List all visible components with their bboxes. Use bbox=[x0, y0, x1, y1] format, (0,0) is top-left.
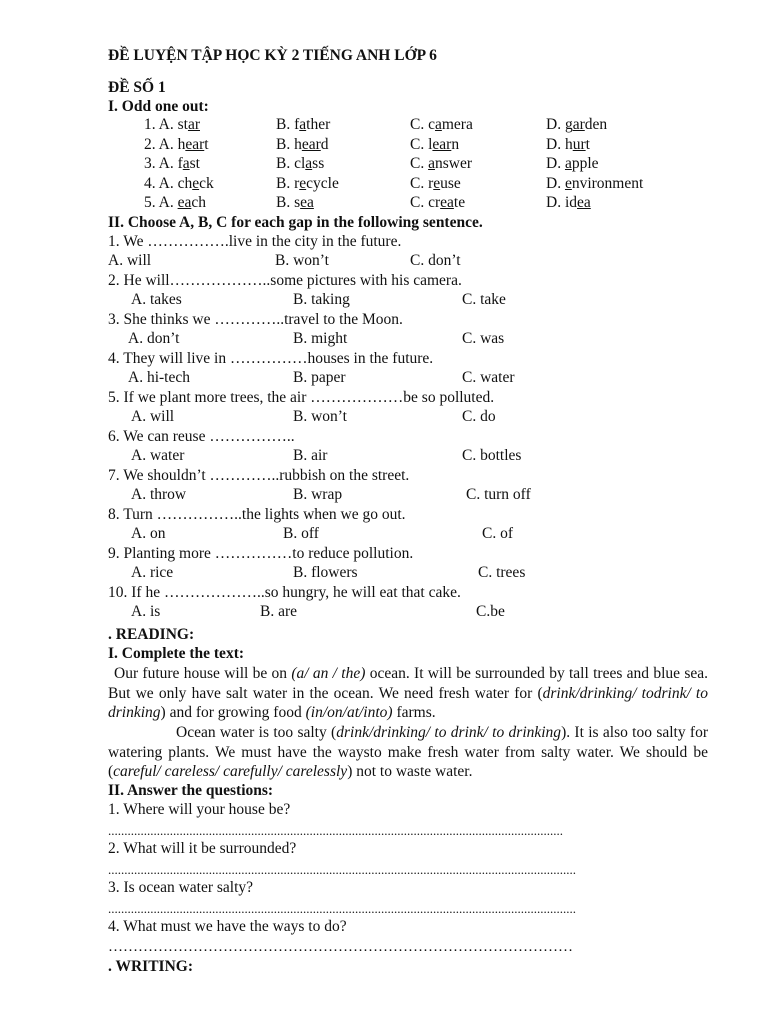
reading-paragraph-2 bbox=[108, 723, 708, 782]
question-4-option-c[interactable]: C. water bbox=[462, 369, 515, 386]
option-pre-text: C. r bbox=[410, 175, 434, 192]
odd-one-out-option-5-a bbox=[144, 194, 206, 212]
p1-option-3: (in/on/at/into) bbox=[305, 704, 393, 721]
option-pre-text: 4. A. ch bbox=[144, 175, 193, 192]
question-1-option-b[interactable]: B. won’t bbox=[275, 252, 329, 269]
option-pre-text: 5. A. bbox=[144, 194, 178, 211]
odd-one-out-option-3-a bbox=[144, 155, 200, 173]
option-pre-text: D. h bbox=[546, 136, 573, 153]
option-pre-text: D. bbox=[546, 175, 565, 192]
question-5-option-b[interactable]: B. won’t bbox=[293, 408, 347, 425]
question-8-option-a[interactable]: A. on bbox=[131, 525, 166, 542]
p1-text-3: ) and for growing food bbox=[160, 704, 306, 721]
option-mid-text: ear bbox=[185, 136, 205, 153]
writing-heading: . WRITING: bbox=[108, 958, 193, 975]
question-3: 3. She thinks we …………..travel to the Moon. bbox=[108, 311, 403, 328]
odd-one-out-option-4-c bbox=[410, 175, 461, 193]
question-4: 4. They will live in ……………houses in the future. bbox=[108, 350, 434, 367]
question-7: 7. We shouldn’t …………..rubbish on the street. bbox=[108, 467, 410, 484]
option-post-text: nvironment bbox=[571, 175, 644, 192]
reading-paragraph-1 bbox=[108, 664, 708, 723]
option-pre-text: C. c bbox=[410, 116, 435, 133]
p1-text-4: farms. bbox=[392, 704, 436, 721]
question-7-option-a[interactable]: A. throw bbox=[131, 486, 187, 503]
option-pre-text: 3. A. f bbox=[144, 155, 183, 172]
option-pre-text: C. cr bbox=[410, 194, 441, 211]
answer-question-4: 4. What must we have the ways to do? bbox=[108, 918, 347, 935]
option-post-text: cycle bbox=[306, 175, 339, 192]
option-mid-text: ea bbox=[440, 194, 454, 211]
p2-text-2: ). It is also too salty for watering plants. We must have the waysto make fresh water from salty water. We should be ( bbox=[108, 724, 708, 780]
odd-one-out-option-4-a bbox=[144, 175, 214, 193]
option-pre-text: B. r bbox=[276, 175, 300, 192]
section2-heading: II. Choose A, B, C for each gap in the following sentence. bbox=[108, 214, 483, 231]
odd-one-out-option-2-d bbox=[546, 136, 590, 154]
question-2-option-b[interactable]: B. taking bbox=[293, 291, 350, 308]
question-7-option-c[interactable]: C. turn off bbox=[466, 486, 531, 503]
question-9-option-b[interactable]: B. flowers bbox=[293, 564, 358, 581]
answer-question-1: 1. Where will your house be? bbox=[108, 801, 291, 818]
answer-line-2[interactable]: ................................................................................................................................................ bbox=[108, 862, 576, 877]
option-pre-text: D. g bbox=[546, 116, 573, 133]
option-pre-text: B. h bbox=[276, 136, 302, 153]
option-post-text: d bbox=[320, 136, 329, 153]
option-mid-text: ear bbox=[301, 136, 321, 153]
option-post-text: nswer bbox=[434, 155, 473, 172]
option-mid-text: a bbox=[305, 155, 313, 172]
answer-line-4[interactable]: ………………………………………………………………………………… bbox=[108, 939, 573, 955]
option-mid-text: ur bbox=[572, 136, 586, 153]
question-9-option-c[interactable]: C. trees bbox=[478, 564, 526, 581]
option-pre-text: B. f bbox=[276, 116, 300, 133]
option-post-text: ck bbox=[199, 175, 214, 192]
question-1-option-c[interactable]: C. don’t bbox=[410, 252, 461, 269]
odd-one-out-option-5-c bbox=[410, 194, 465, 212]
question-2: 2. He will………………..some pictures with his camera. bbox=[108, 272, 462, 289]
complete-text-heading: I. Complete the text: bbox=[108, 645, 245, 662]
option-post-text: ss bbox=[312, 155, 325, 172]
question-4-option-a[interactable]: A. hi-tech bbox=[128, 369, 190, 386]
p1-text-2: ocean. It will be surrounded by tall trees and blue sea. But we only have salt water in the ocean. We need fresh water for ( bbox=[108, 665, 709, 702]
question-3-option-c[interactable]: C. was bbox=[462, 330, 505, 347]
question-2-option-a[interactable]: A. takes bbox=[131, 291, 182, 308]
p1-option-2: drink/drinking/ todrink/ to drinking bbox=[108, 684, 708, 721]
odd-one-out-option-2-c bbox=[410, 136, 459, 154]
option-pre-text: 2. A. h bbox=[144, 136, 186, 153]
question-1-option-a[interactable]: A. will bbox=[108, 252, 152, 269]
option-pre-text: D. id bbox=[546, 194, 577, 211]
answer-line-3[interactable]: ................................................................................................................................................ bbox=[108, 901, 576, 916]
question-5-option-c[interactable]: C. do bbox=[462, 408, 496, 425]
odd-one-out-option-3-b bbox=[276, 155, 324, 173]
question-4-option-b[interactable]: B. paper bbox=[293, 369, 346, 386]
option-post-text: n bbox=[451, 136, 460, 153]
p1-text-1: Our future house will be on bbox=[114, 665, 292, 682]
question-5: 5. If we plant more trees, the air ………………be so polluted. bbox=[108, 389, 495, 406]
option-post-text: t bbox=[204, 136, 209, 153]
option-post-text: ther bbox=[306, 116, 331, 133]
odd-one-out-option-4-d bbox=[546, 175, 643, 193]
p2-text-1: Ocean water is too salty ( bbox=[176, 724, 337, 741]
odd-one-out-option-3-c bbox=[410, 155, 472, 173]
option-post-text: den bbox=[584, 116, 608, 133]
question-8-option-c[interactable]: C. of bbox=[482, 525, 513, 542]
option-mid-text: ea bbox=[577, 194, 591, 211]
question-6-option-c[interactable]: C. bottles bbox=[462, 447, 522, 464]
question-9: 9. Planting more ……………to reduce pollution. bbox=[108, 545, 414, 562]
answer-questions-heading: II. Answer the questions: bbox=[108, 782, 274, 799]
odd-one-out-option-1-a bbox=[144, 116, 200, 134]
question-6-option-b[interactable]: B. air bbox=[293, 447, 328, 464]
question-10-option-c[interactable]: C.be bbox=[476, 603, 505, 620]
option-mid-text: ea bbox=[300, 194, 314, 211]
question-5-option-a[interactable]: A. will bbox=[131, 408, 175, 425]
option-mid-text: e bbox=[299, 175, 307, 192]
question-10-option-a[interactable]: A. is bbox=[131, 603, 161, 620]
odd-one-out-option-5-b bbox=[276, 194, 314, 212]
option-mid-text: ar bbox=[572, 116, 585, 133]
option-mid-text: e bbox=[564, 175, 572, 192]
test-number: ĐỀ SỐ 1 bbox=[108, 79, 166, 96]
option-post-text: st bbox=[189, 155, 200, 172]
question-3-option-a[interactable]: A. don’t bbox=[128, 330, 180, 347]
question-10: 10. If he ………………..so hungry, he will eat that cake. bbox=[108, 584, 461, 601]
question-7-option-b[interactable]: B. wrap bbox=[293, 486, 343, 503]
option-mid-text: a bbox=[299, 116, 307, 133]
option-post-text: pple bbox=[571, 155, 599, 172]
question-6: 6. We can reuse …………….. bbox=[108, 428, 295, 445]
option-mid-text: a bbox=[434, 116, 442, 133]
odd-one-out-option-5-d bbox=[546, 194, 591, 212]
option-mid-text: ear bbox=[432, 136, 452, 153]
reading-heading: . READING: bbox=[108, 626, 195, 643]
option-mid-text: ea bbox=[177, 194, 192, 211]
option-pre-text: D. bbox=[546, 155, 565, 172]
question-10-option-b[interactable]: B. are bbox=[260, 603, 298, 620]
answer-question-2: 2. What will it be surrounded? bbox=[108, 840, 297, 857]
option-post-text: te bbox=[453, 194, 466, 211]
option-mid-text: a bbox=[564, 155, 572, 172]
odd-one-out-option-2-b bbox=[276, 136, 329, 154]
odd-one-out-option-4-b bbox=[276, 175, 339, 193]
option-post-text: mera bbox=[441, 116, 473, 133]
option-pre-text: B. cl bbox=[276, 155, 306, 172]
question-8-option-b[interactable]: B. off bbox=[283, 525, 319, 542]
odd-one-out-option-3-d bbox=[546, 155, 599, 173]
option-post-text: t bbox=[585, 136, 590, 153]
question-9-option-a[interactable]: A. rice bbox=[131, 564, 174, 581]
option-mid-text: e bbox=[433, 175, 441, 192]
option-pre-text: C. l bbox=[410, 136, 433, 153]
answer-line-1[interactable]: ............................................................................................................................................ bbox=[108, 823, 563, 838]
option-mid-text: a bbox=[182, 155, 190, 172]
section1-heading: I. Odd one out: bbox=[108, 98, 209, 115]
answer-question-3: 3. Is ocean water salty? bbox=[108, 879, 254, 896]
document-title: ĐỀ LUYỆN TẬP HỌC KỲ 2 TIẾNG ANH LỚP 6 bbox=[108, 47, 437, 64]
odd-one-out-option-1-d bbox=[546, 116, 607, 134]
question-2-option-c[interactable]: C. take bbox=[462, 291, 506, 308]
p1-option-1: (a/ an / the) bbox=[291, 665, 366, 682]
option-mid-text: e bbox=[192, 175, 200, 192]
question-1: 1. We …………….live in the city in the future. bbox=[108, 233, 402, 250]
odd-one-out-option-1-c bbox=[410, 116, 473, 134]
question-8: 8. Turn ……………..the lights when we go out. bbox=[108, 506, 406, 523]
question-6-option-a[interactable]: A. water bbox=[131, 447, 185, 464]
odd-one-out-option-1-b bbox=[276, 116, 330, 134]
p2-option-1: drink/drinking/ to drink/ to drinking bbox=[336, 724, 562, 741]
option-mid-text: ar bbox=[187, 116, 200, 133]
option-pre-text: C. bbox=[410, 155, 429, 172]
option-pre-text: B. s bbox=[276, 194, 301, 211]
question-3-option-b[interactable]: B. might bbox=[293, 330, 348, 347]
odd-one-out-option-2-a bbox=[144, 136, 209, 154]
option-mid-text: a bbox=[428, 155, 435, 172]
option-post-text: use bbox=[440, 175, 461, 192]
option-post-text: ch bbox=[191, 194, 206, 211]
option-pre-text: 1. A. st bbox=[144, 116, 188, 133]
p2-text-3: ) not to waste water. bbox=[347, 763, 473, 780]
p2-option-2: careful/ careless/ carefully/ carelessly bbox=[113, 763, 348, 780]
